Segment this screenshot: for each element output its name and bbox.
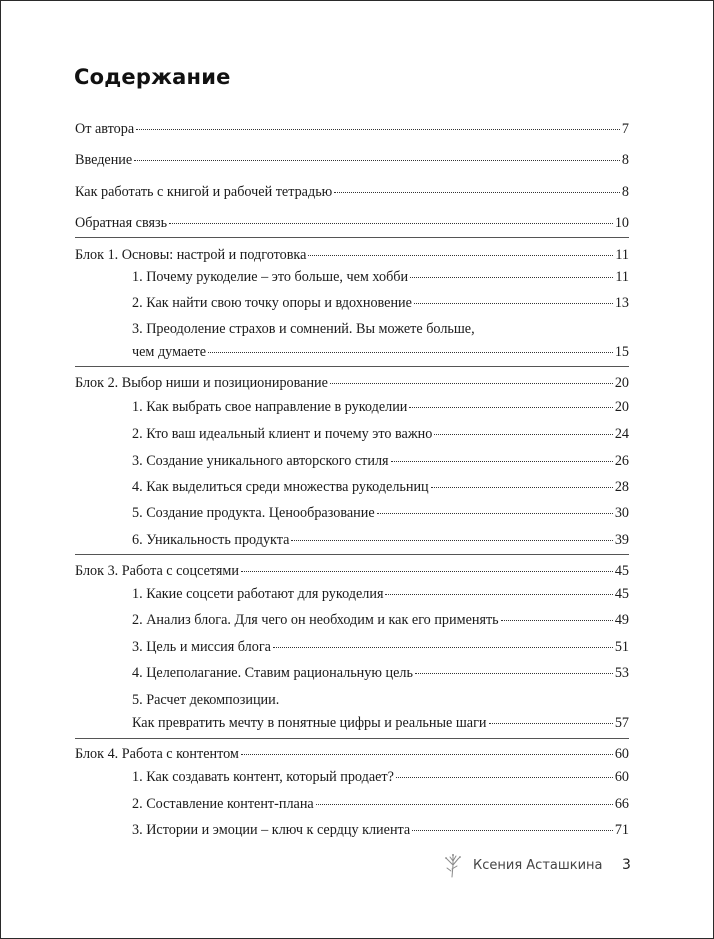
toc-entry[interactable] bbox=[132, 479, 629, 496]
dot-leader bbox=[169, 223, 613, 224]
toc-entry-title: 4. Как выделиться среди множества рукодельниц bbox=[132, 479, 429, 495]
toc-entry-page: 30 bbox=[614, 505, 629, 521]
toc-entry-page: 26 bbox=[614, 453, 629, 469]
toc-entry-page: 51 bbox=[614, 639, 629, 655]
toc-entry-first-line[interactable]: 3. Преодоление страхов и сомнений. Вы можете больше, bbox=[132, 321, 475, 337]
toc-block-2[interactable] bbox=[75, 375, 629, 392]
dot-leader bbox=[489, 723, 613, 724]
toc-entry-page: 11 bbox=[615, 247, 629, 263]
toc-entry[interactable] bbox=[132, 295, 629, 312]
toc-entry-page: 13 bbox=[614, 295, 629, 311]
toc-entry-from-author[interactable] bbox=[75, 121, 629, 138]
toc-entry-title: 2. Анализ блога. Для чего он необходим и как его применять bbox=[132, 612, 499, 628]
toc-entry-page: 66 bbox=[614, 796, 629, 812]
toc-entry[interactable] bbox=[132, 639, 629, 656]
toc-entry-title: 2. Как найти свою точку опоры и вдохновение bbox=[132, 295, 412, 311]
toc-entry-title: 1. Как выбрать свое направление в рукоделии bbox=[132, 399, 408, 415]
section-divider bbox=[75, 366, 629, 367]
dot-leader bbox=[291, 540, 612, 541]
toc-entry-page: 20 bbox=[614, 375, 629, 391]
toc-entry-page: 71 bbox=[614, 822, 629, 838]
toc-entry-title: 1. Какие соцсети работают для рукоделия bbox=[132, 586, 384, 602]
toc-entry-introduction[interactable] bbox=[75, 152, 629, 169]
toc-entry-page: 28 bbox=[614, 479, 629, 495]
toc-entry-page: 60 bbox=[614, 769, 629, 785]
author-name: Ксения Асташкина bbox=[473, 858, 603, 873]
dot-leader bbox=[134, 160, 620, 161]
toc-entry-title: 5. Создание продукта. Ценообразование bbox=[132, 505, 375, 521]
toc-block-title: Блок 1. Основы: настрой и подготовка bbox=[75, 247, 307, 263]
toc-entry-title: 3. Создание уникального авторского стиля bbox=[132, 453, 389, 469]
dot-leader bbox=[501, 620, 613, 621]
toc-entry[interactable] bbox=[132, 796, 629, 813]
toc-entry-page: 15 bbox=[614, 344, 629, 360]
toc-entry-title: 3. Цель и миссия блога bbox=[132, 639, 271, 655]
toc-entry-first-line[interactable]: 5. Расчет декомпозиции. bbox=[132, 692, 280, 708]
dot-leader bbox=[391, 461, 613, 462]
toc-entry-page: 8 bbox=[621, 152, 629, 168]
page-number: 3 bbox=[622, 857, 631, 873]
dot-leader bbox=[409, 407, 612, 408]
dot-leader bbox=[385, 594, 612, 595]
toc-entry-title: 1. Как создавать контент, который продает? bbox=[132, 769, 394, 785]
toc-entry-title: Как превратить мечту в понятные цифры и реальные шаги bbox=[132, 715, 487, 731]
toc-entry[interactable] bbox=[132, 505, 629, 522]
dot-leader bbox=[316, 804, 613, 805]
toc-entry-title: Как работать с книгой и рабочей тетрадью bbox=[75, 184, 333, 200]
toc-entry-title: От автора bbox=[75, 121, 135, 137]
toc-entry-page: 24 bbox=[614, 426, 629, 442]
dot-leader bbox=[410, 277, 613, 278]
dot-leader bbox=[412, 830, 613, 831]
toc-entry-page: 10 bbox=[614, 215, 629, 231]
toc-entry-title: 2. Составление контент-плана bbox=[132, 796, 314, 812]
dot-leader bbox=[241, 754, 613, 755]
toc-entry-title: 2. Кто ваш идеальный клиент и почему это важно bbox=[132, 426, 433, 442]
toc-entry-title: 1. Почему рукоделие – это больше, чем хобби bbox=[132, 269, 409, 285]
toc-entry[interactable] bbox=[132, 612, 629, 629]
section-divider bbox=[75, 738, 629, 739]
toc-block-4[interactable] bbox=[75, 746, 629, 763]
toc-block-1[interactable] bbox=[75, 247, 629, 264]
toc-entry[interactable] bbox=[132, 665, 629, 682]
dot-leader bbox=[431, 487, 613, 488]
dot-leader bbox=[414, 303, 613, 304]
toc-entry[interactable] bbox=[132, 269, 629, 286]
toc-entry-how-to-work[interactable] bbox=[75, 184, 629, 201]
dot-leader bbox=[208, 352, 613, 353]
section-divider bbox=[75, 554, 629, 555]
dot-leader bbox=[136, 129, 620, 130]
dot-leader bbox=[330, 383, 613, 384]
toc-entry-page: 45 bbox=[614, 563, 629, 579]
toc-entry-page: 49 bbox=[614, 612, 629, 628]
toc-entry-page: 53 bbox=[614, 665, 629, 681]
toc-entry-title: 6. Уникальность продукта bbox=[132, 532, 290, 548]
toc-entry-title: Введение bbox=[75, 152, 133, 168]
toc-entry-page: 7 bbox=[621, 121, 629, 137]
toc-entry-title: 4. Целеполагание. Ставим рациональную цель bbox=[132, 665, 413, 681]
dot-leader bbox=[377, 513, 613, 514]
toc-entry-title: 3. Истории и эмоции – ключ к сердцу клиента bbox=[132, 822, 411, 838]
toc-entry-page: 57 bbox=[614, 715, 629, 731]
toc-block-title: Блок 3. Работа с соцсетями bbox=[75, 563, 239, 579]
toc-entry[interactable] bbox=[132, 769, 629, 786]
toc-entry-page: 20 bbox=[614, 399, 629, 415]
toc-entry[interactable] bbox=[132, 715, 629, 732]
dot-leader bbox=[415, 673, 613, 674]
toc-entry-feedback[interactable] bbox=[75, 215, 629, 232]
toc-entry[interactable] bbox=[132, 426, 629, 443]
page-title: Содержание bbox=[74, 65, 231, 89]
dot-leader bbox=[434, 434, 613, 435]
dot-leader bbox=[241, 571, 613, 572]
dot-leader bbox=[334, 192, 620, 193]
toc-entry-page: 39 bbox=[614, 532, 629, 548]
dot-leader bbox=[273, 647, 613, 648]
sprig-logo-icon bbox=[442, 852, 464, 878]
toc-entry[interactable] bbox=[132, 399, 629, 416]
toc-block-title: Блок 4. Работа с контентом bbox=[75, 746, 239, 762]
toc-block-title: Блок 2. Выбор ниши и позиционирование bbox=[75, 375, 328, 391]
section-divider bbox=[75, 237, 629, 238]
toc-entry[interactable] bbox=[132, 822, 629, 839]
toc-entry-page: 45 bbox=[614, 586, 629, 602]
toc-block-3[interactable] bbox=[75, 563, 629, 580]
toc-entry[interactable] bbox=[132, 453, 629, 470]
toc-entry-title: Обратная связь bbox=[75, 215, 168, 231]
dot-leader bbox=[308, 255, 613, 256]
dot-leader bbox=[396, 777, 613, 778]
toc-entry[interactable] bbox=[132, 532, 629, 549]
toc-entry[interactable] bbox=[132, 586, 629, 603]
toc-entry-title: чем думаете bbox=[132, 344, 207, 360]
toc-entry-page: 60 bbox=[614, 746, 629, 762]
toc-entry-page: 11 bbox=[615, 269, 629, 285]
toc-entry[interactable] bbox=[132, 344, 629, 361]
toc-entry-page: 8 bbox=[621, 184, 629, 200]
